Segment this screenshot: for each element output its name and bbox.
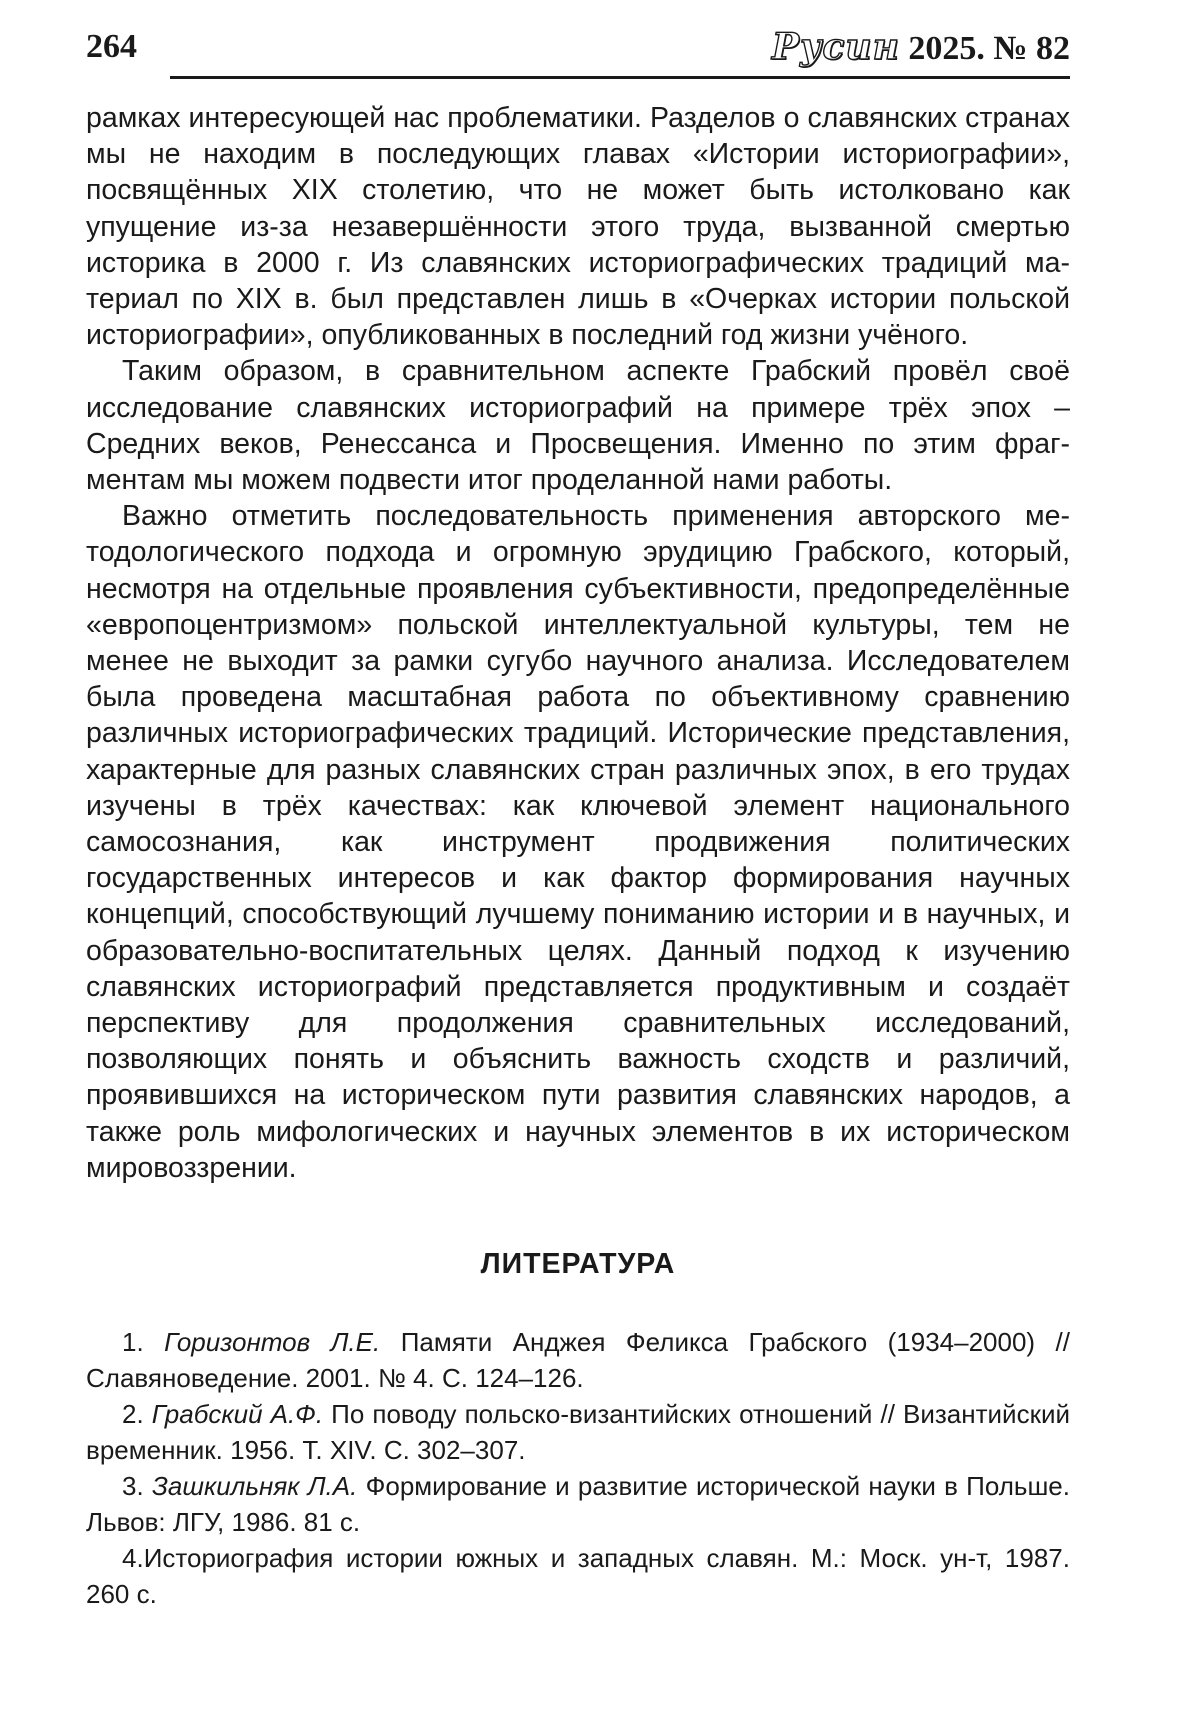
reference-text: По поводу польско-византийских отношений // Византийский временник. 1956. Т. XIV. С. 302–307. [86,1399,1070,1465]
reference-item [86,1540,1070,1612]
header-rule [170,76,1070,79]
reference-text: Историография истории южных и западных славян. М.: Моск. ун-т, 1987. 260 с. [86,1543,1070,1609]
reference-number: 1. [122,1327,144,1357]
issue-number: 2025. № 82 [908,30,1070,67]
paragraph: Важно отметить последовательность применения авторского методологического подхода и огромную эрудицию Грабского, который, несмотря на отдельные проявления субъективности, предопределённые «европоцентризмом» польской интеллектуальной культуры, тем не менее не выходит за рамки сугубо научного анализа. Исследователем была проведена масштабная работа по объективному сравнению различных историографических традиций. Исторические представления, характерные для разных славянских стран различных эпох, в его трудах изучены в трёх качествах: как ключевой элемент национального самосознания, как инструмент продвижения политических государственных интересов и как фактор формирования научных концепций, способствующий лучшему пониманию истории и в научных, и образовательно-воспитательных целях. Данный подход к изучению славянских историографий представляется продуктивным и создаёт перспективу для продолжения сравнительных исследований, позволяющих понять и объяснить важность сходств и различий, проявившихся на историческом пути развития славянских народов, а также роль мифологических и научных элементов в их историческом мировоззрении. [86,500,1070,1184]
reference-item [86,1324,1070,1396]
paragraph: Таким образом, в сравнительном аспекте Грабский провёл своё исследование славянских историографий на примере трёх эпох – Средних веков, Ренессанса и Просвещения. Именно по этим фрагментам мы можем подвести итог проделанной нами работы. [86,355,1070,497]
reference-author: Горизонтов Л.Е. [164,1327,381,1357]
reference-text: Формирование и развитие исторической науки в Польше. Львов: ЛГУ, 1986. 81 с. [86,1471,1070,1537]
main-text [86,100,1070,1186]
reference-number: 4. [122,1543,144,1573]
reference-number: 2. [122,1399,144,1429]
literature-heading: ЛИТЕРАТУРА [480,1248,676,1280]
page-number: 264 [86,28,137,65]
reference-item [86,1396,1070,1468]
reference-author: Зашкильняк Л.А. [151,1471,358,1501]
reference-author: Грабский А.Ф. [151,1399,324,1429]
reference-item [86,1468,1070,1540]
running-head [772,26,1070,70]
reference-list [86,1324,1070,1612]
reference-text: Памяти Анджея Феликса Грабского (1934–2000) // Славяноведение. 2001. № 4. С. 124–126. [86,1327,1070,1393]
journal-logo: Русин [771,26,900,68]
page-header [86,26,1070,82]
reference-number: 3. [122,1471,144,1501]
paragraph: рамках интересующей нас проблематики. Разделов о славянских странах мы не находим в последующих главах «Истории историографии», посвящённых XIX столетию, что не может быть истолковано как упущение из-за незавершённости этого труда, вызванной смертью историка в 2000 г. Из славянских историографических традиций материал по XIX в. был представлен лишь в «Очерках истории польской историографии», опубликованных в последний год жизни учёного. [86,102,1070,352]
